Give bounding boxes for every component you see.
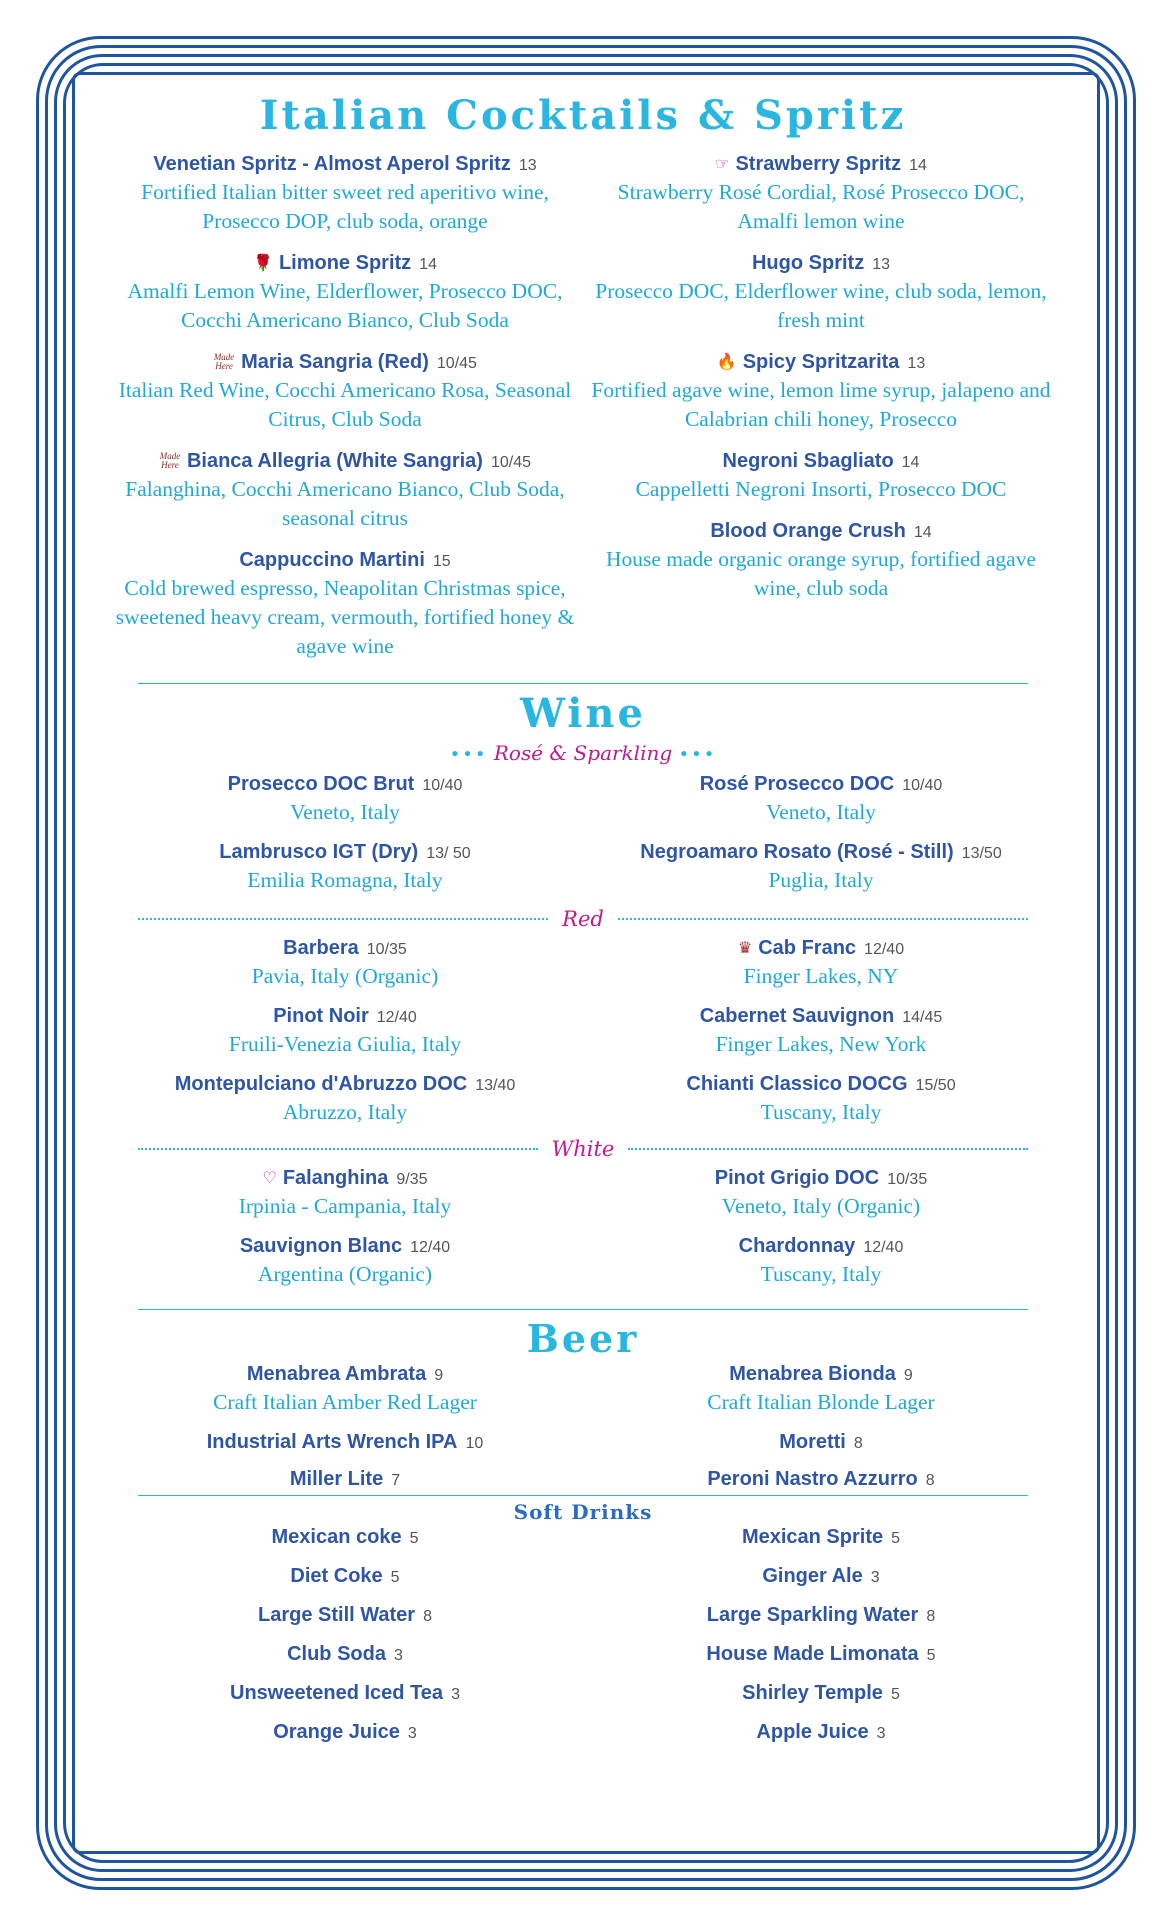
white-heading: White bbox=[551, 1137, 615, 1161]
rose-left-column bbox=[110, 773, 580, 909]
dotted-line bbox=[628, 1148, 1028, 1150]
item-description: Fortified agave wine, lemon lime syrup, jalapeno and Calabrian chili honey, Prosecco bbox=[591, 378, 1051, 431]
item-price: 10/40 bbox=[902, 777, 943, 794]
wine-item bbox=[586, 1073, 1056, 1127]
item-region: Veneto, Italy bbox=[290, 800, 400, 824]
item-region: Veneto, Italy bbox=[766, 800, 876, 824]
item-name: Maria Sangria (Red) bbox=[241, 351, 429, 373]
menu-item bbox=[586, 450, 1056, 504]
dots-decoration: ••• bbox=[449, 744, 488, 765]
item-price: 12/40 bbox=[410, 1239, 451, 1256]
flower-icon: 🌹 bbox=[253, 255, 273, 272]
item-name: Club Soda bbox=[287, 1643, 386, 1665]
item-name: Chianti Classico DOCG bbox=[686, 1073, 908, 1095]
item-price: 8 bbox=[853, 1435, 863, 1452]
item-price: 9/35 bbox=[396, 1171, 428, 1188]
item-price: 8 bbox=[423, 1608, 432, 1625]
wine-item bbox=[586, 1235, 1056, 1289]
menu-item bbox=[586, 153, 1056, 236]
item-name: Peroni Nastro Azzurro bbox=[707, 1468, 918, 1490]
item-name: Strawberry Spritz bbox=[735, 153, 902, 175]
item-price: 5 bbox=[409, 1530, 419, 1547]
red-heading: Red bbox=[562, 907, 604, 931]
menu-item bbox=[110, 351, 580, 434]
flame-icon: 🔥 bbox=[716, 354, 737, 371]
item-description: Cold brewed espresso, Neapolitan Christmas spice, sweetened heavy cream, vermouth, fortified honey & agave wine bbox=[115, 576, 575, 658]
item-price: 5 bbox=[390, 1569, 400, 1586]
heart-icon: ♡ bbox=[262, 1170, 277, 1187]
menu-item bbox=[586, 252, 1056, 335]
item-region: Abruzzo, Italy bbox=[282, 1100, 408, 1124]
item-name: Blood Orange Crush bbox=[710, 520, 906, 542]
section-divider bbox=[138, 1495, 1028, 1496]
item-name: Venetian Spritz - Almost Aperol Spritz bbox=[153, 153, 511, 175]
menu-content bbox=[110, 82, 1056, 1760]
item-name: Cappuccino Martini bbox=[239, 549, 425, 571]
item-name: Mexican coke bbox=[271, 1526, 402, 1548]
beer-left-column bbox=[110, 1363, 580, 1491]
item-price: 10/45 bbox=[490, 454, 532, 471]
item-name: Shirley Temple bbox=[742, 1682, 883, 1704]
item-price: 5 bbox=[926, 1647, 936, 1664]
item-price: 12/40 bbox=[863, 1239, 904, 1256]
soft-drink-item bbox=[110, 1526, 580, 1549]
item-name: Spicy Spritzarita bbox=[742, 351, 900, 373]
item-price: 10/40 bbox=[422, 777, 463, 794]
red-left-column bbox=[110, 937, 580, 1141]
item-name: Negroamaro Rosato (Rosé - Still) bbox=[640, 841, 954, 863]
item-description: Craft Italian Blonde Lager bbox=[707, 1390, 935, 1414]
item-region: Argentina (Organic) bbox=[257, 1262, 433, 1286]
wine-item bbox=[586, 937, 1056, 991]
dotted-line bbox=[138, 918, 548, 920]
item-name: Miller Lite bbox=[289, 1468, 384, 1490]
wine-title: Wine bbox=[520, 690, 646, 737]
rose-wines bbox=[110, 773, 1056, 909]
item-description: House made organic orange syrup, fortified agave wine, club soda bbox=[605, 547, 1037, 600]
item-region: Finger Lakes, New York bbox=[715, 1032, 927, 1056]
soft-drink-item bbox=[586, 1604, 1056, 1627]
item-description: Cappelletti Negroni Insorti, Prosecco DOC bbox=[635, 477, 1007, 501]
item-price: 13/50 bbox=[961, 845, 1002, 862]
item-name: Large Sparkling Water bbox=[706, 1604, 919, 1626]
cocktails-right-column bbox=[586, 153, 1056, 677]
item-price: 10/45 bbox=[436, 355, 477, 372]
red-divider bbox=[138, 907, 1028, 931]
item-name: Menabrea Ambrata bbox=[246, 1363, 427, 1385]
item-description: Craft Italian Amber Red Lager bbox=[213, 1390, 477, 1414]
item-price: 5 bbox=[890, 1686, 900, 1703]
item-price: 9 bbox=[434, 1367, 444, 1384]
item-name: Unsweetened Iced Tea bbox=[230, 1682, 444, 1704]
item-name: Pinot Noir bbox=[273, 1005, 369, 1027]
item-price: 8 bbox=[925, 1472, 935, 1489]
wine-item bbox=[586, 773, 1056, 827]
wine-item bbox=[110, 773, 580, 827]
item-price: 15/50 bbox=[915, 1077, 956, 1094]
dotted-line bbox=[618, 918, 1028, 920]
item-name: Cabernet Sauvignon bbox=[699, 1005, 895, 1027]
item-region: Puglia, Italy bbox=[768, 868, 874, 892]
cocktails-title: Italian Cocktails & Spritz bbox=[259, 92, 907, 139]
wine-item bbox=[110, 841, 580, 895]
item-price: 3 bbox=[451, 1686, 460, 1703]
white-right-column bbox=[586, 1167, 1056, 1303]
item-name: Pinot Grigio DOC bbox=[714, 1167, 880, 1189]
item-description: Amalfi Lemon Wine, Elderflower, Prosecco DOC, Cocchi Americano Bianco, Club Soda bbox=[127, 279, 563, 332]
wine-item bbox=[110, 1005, 580, 1059]
white-wines bbox=[110, 1167, 1056, 1303]
item-price: 14 bbox=[419, 256, 437, 273]
item-price: 10 bbox=[465, 1435, 484, 1452]
item-price: 13 bbox=[518, 157, 537, 174]
item-name: Ginger Ale bbox=[762, 1565, 863, 1587]
dots-decoration: ••• bbox=[678, 744, 717, 765]
item-price: 10/35 bbox=[887, 1171, 928, 1188]
item-name: Rosé Prosecco DOC bbox=[699, 773, 895, 795]
white-left-column bbox=[110, 1167, 580, 1303]
item-price: 3 bbox=[870, 1569, 880, 1586]
soft-drinks-section bbox=[110, 1526, 1056, 1760]
item-name: Montepulciano d'Abruzzo DOC bbox=[174, 1073, 468, 1095]
menu-item bbox=[110, 450, 580, 533]
item-name: Industrial Arts Wrench IPA bbox=[206, 1431, 458, 1453]
soft-right-column bbox=[586, 1526, 1056, 1760]
item-description: Prosecco DOC, Elderflower wine, club soda, lemon, fresh mint bbox=[595, 279, 1047, 332]
red-right-column bbox=[586, 937, 1056, 1141]
red-wines bbox=[110, 937, 1056, 1141]
beer-item bbox=[586, 1468, 1056, 1491]
wine-item bbox=[110, 1167, 580, 1221]
item-price: 14 bbox=[913, 524, 932, 541]
soft-drink-item bbox=[586, 1526, 1056, 1549]
item-name: Apple Juice bbox=[756, 1721, 869, 1743]
beer-item bbox=[586, 1431, 1056, 1454]
item-name: Mexican Sprite bbox=[741, 1526, 884, 1548]
item-region: Finger Lakes, NY bbox=[743, 964, 899, 988]
item-price: 14 bbox=[909, 157, 927, 174]
wine-item bbox=[586, 841, 1056, 895]
item-description: Fortified Italian bitter sweet red aperitivo wine, Prosecco DOP, club soda, orange bbox=[141, 180, 549, 233]
item-name: Diet Coke bbox=[290, 1565, 383, 1587]
item-region: Tuscany, Italy bbox=[760, 1100, 882, 1124]
item-price: 12/40 bbox=[864, 941, 905, 958]
item-region: Tuscany, Italy bbox=[760, 1262, 882, 1286]
made-here-icon: Made Here bbox=[159, 451, 181, 470]
menu-item bbox=[110, 153, 580, 236]
soft-left-column bbox=[110, 1526, 580, 1760]
item-region: Fruili-Venezia Giulia, Italy bbox=[228, 1032, 462, 1056]
pointing-hand-icon: ☞ bbox=[715, 156, 730, 173]
item-name: Falanghina bbox=[282, 1167, 389, 1189]
item-name: Menabrea Bionda bbox=[729, 1363, 896, 1385]
beer-item bbox=[110, 1431, 580, 1454]
item-price: 14 bbox=[901, 454, 920, 471]
cocktails-section bbox=[110, 153, 1056, 677]
beer-title: Beer bbox=[526, 1316, 640, 1361]
item-name: Limone Spritz bbox=[278, 252, 412, 274]
beer-item bbox=[110, 1468, 580, 1491]
item-region: Pavia, Italy (Organic) bbox=[251, 964, 439, 988]
item-region: Irpinia - Campania, Italy bbox=[238, 1194, 452, 1218]
menu-item bbox=[586, 351, 1056, 434]
item-name: Hugo Spritz bbox=[751, 252, 865, 274]
soft-drink-item bbox=[110, 1643, 580, 1666]
dotted-line bbox=[138, 1148, 538, 1150]
soft-drinks-title: Soft Drinks bbox=[513, 1500, 653, 1524]
made-here-icon: Made Here bbox=[213, 352, 235, 371]
item-name: Lambrusco IGT (Dry) bbox=[219, 841, 419, 863]
beer-section bbox=[110, 1363, 1056, 1491]
item-region: Emilia Romagna, Italy bbox=[247, 868, 443, 892]
item-price: 13/ 50 bbox=[426, 845, 471, 862]
item-name: Negroni Sbagliato bbox=[722, 450, 894, 472]
item-description: Falanghina, Cocchi Americano Bianco, Club Soda, seasonal citrus bbox=[125, 477, 565, 530]
item-price: 13 bbox=[872, 256, 890, 273]
item-price: 14/45 bbox=[902, 1009, 943, 1026]
item-price: 3 bbox=[407, 1725, 417, 1742]
menu-item bbox=[110, 549, 580, 661]
wine-item bbox=[586, 1005, 1056, 1059]
rose-right-column bbox=[586, 773, 1056, 909]
soft-drink-item bbox=[586, 1721, 1056, 1744]
rose-sparkling-heading bbox=[110, 741, 1056, 765]
item-price: 3 bbox=[393, 1647, 403, 1664]
crown-icon: ♛ bbox=[737, 940, 753, 957]
item-price: 8 bbox=[926, 1608, 936, 1625]
item-price: 5 bbox=[891, 1530, 901, 1547]
wine-item bbox=[110, 1235, 580, 1289]
beer-item bbox=[110, 1363, 580, 1417]
cocktails-left-column bbox=[110, 153, 580, 677]
item-description: Italian Red Wine, Cocchi Americano Rosa, Seasonal Citrus, Club Soda bbox=[118, 378, 572, 431]
item-name: Orange Juice bbox=[273, 1721, 400, 1743]
menu-item bbox=[110, 252, 580, 335]
item-price: 15 bbox=[432, 553, 451, 570]
item-name: Sauvignon Blanc bbox=[239, 1235, 403, 1257]
soft-drink-item bbox=[586, 1643, 1056, 1666]
item-name: Prosecco DOC Brut bbox=[227, 773, 415, 795]
soft-drink-item bbox=[110, 1721, 580, 1744]
soft-drink-item bbox=[586, 1565, 1056, 1588]
item-price: 3 bbox=[876, 1725, 886, 1742]
item-price: 7 bbox=[391, 1472, 401, 1489]
soft-drink-item bbox=[586, 1682, 1056, 1705]
item-name: Bianca Allegria (White Sangria) bbox=[186, 450, 483, 472]
item-description: Strawberry Rosé Cordial, Rosé Prosecco DOC, Amalfi lemon wine bbox=[617, 180, 1025, 233]
item-price: 13 bbox=[907, 355, 926, 372]
item-name: Moretti bbox=[779, 1431, 846, 1453]
item-price: 9 bbox=[903, 1367, 913, 1384]
item-name: Large Still Water bbox=[258, 1604, 416, 1626]
item-name: Cab Franc bbox=[758, 937, 857, 959]
wine-item bbox=[586, 1167, 1056, 1221]
beer-right-column bbox=[586, 1363, 1056, 1491]
section-divider bbox=[138, 1309, 1028, 1310]
wine-item bbox=[110, 937, 580, 991]
soft-drink-item bbox=[110, 1565, 580, 1588]
soft-drink-item bbox=[110, 1682, 580, 1705]
soft-drink-item bbox=[110, 1604, 580, 1627]
item-price: 12/40 bbox=[376, 1009, 417, 1026]
wine-item bbox=[110, 1073, 580, 1127]
item-name: House Made Limonata bbox=[706, 1643, 919, 1665]
rose-sparkling-label: Rosé & Sparkling bbox=[493, 741, 673, 765]
section-divider bbox=[138, 683, 1028, 684]
menu-item bbox=[586, 520, 1056, 603]
item-name: Chardonnay bbox=[738, 1235, 856, 1257]
item-region: Veneto, Italy (Organic) bbox=[721, 1194, 921, 1218]
item-price: 13/40 bbox=[475, 1077, 516, 1094]
item-name: Barbera bbox=[283, 937, 359, 959]
beer-item bbox=[586, 1363, 1056, 1417]
item-price: 10/35 bbox=[366, 941, 407, 958]
